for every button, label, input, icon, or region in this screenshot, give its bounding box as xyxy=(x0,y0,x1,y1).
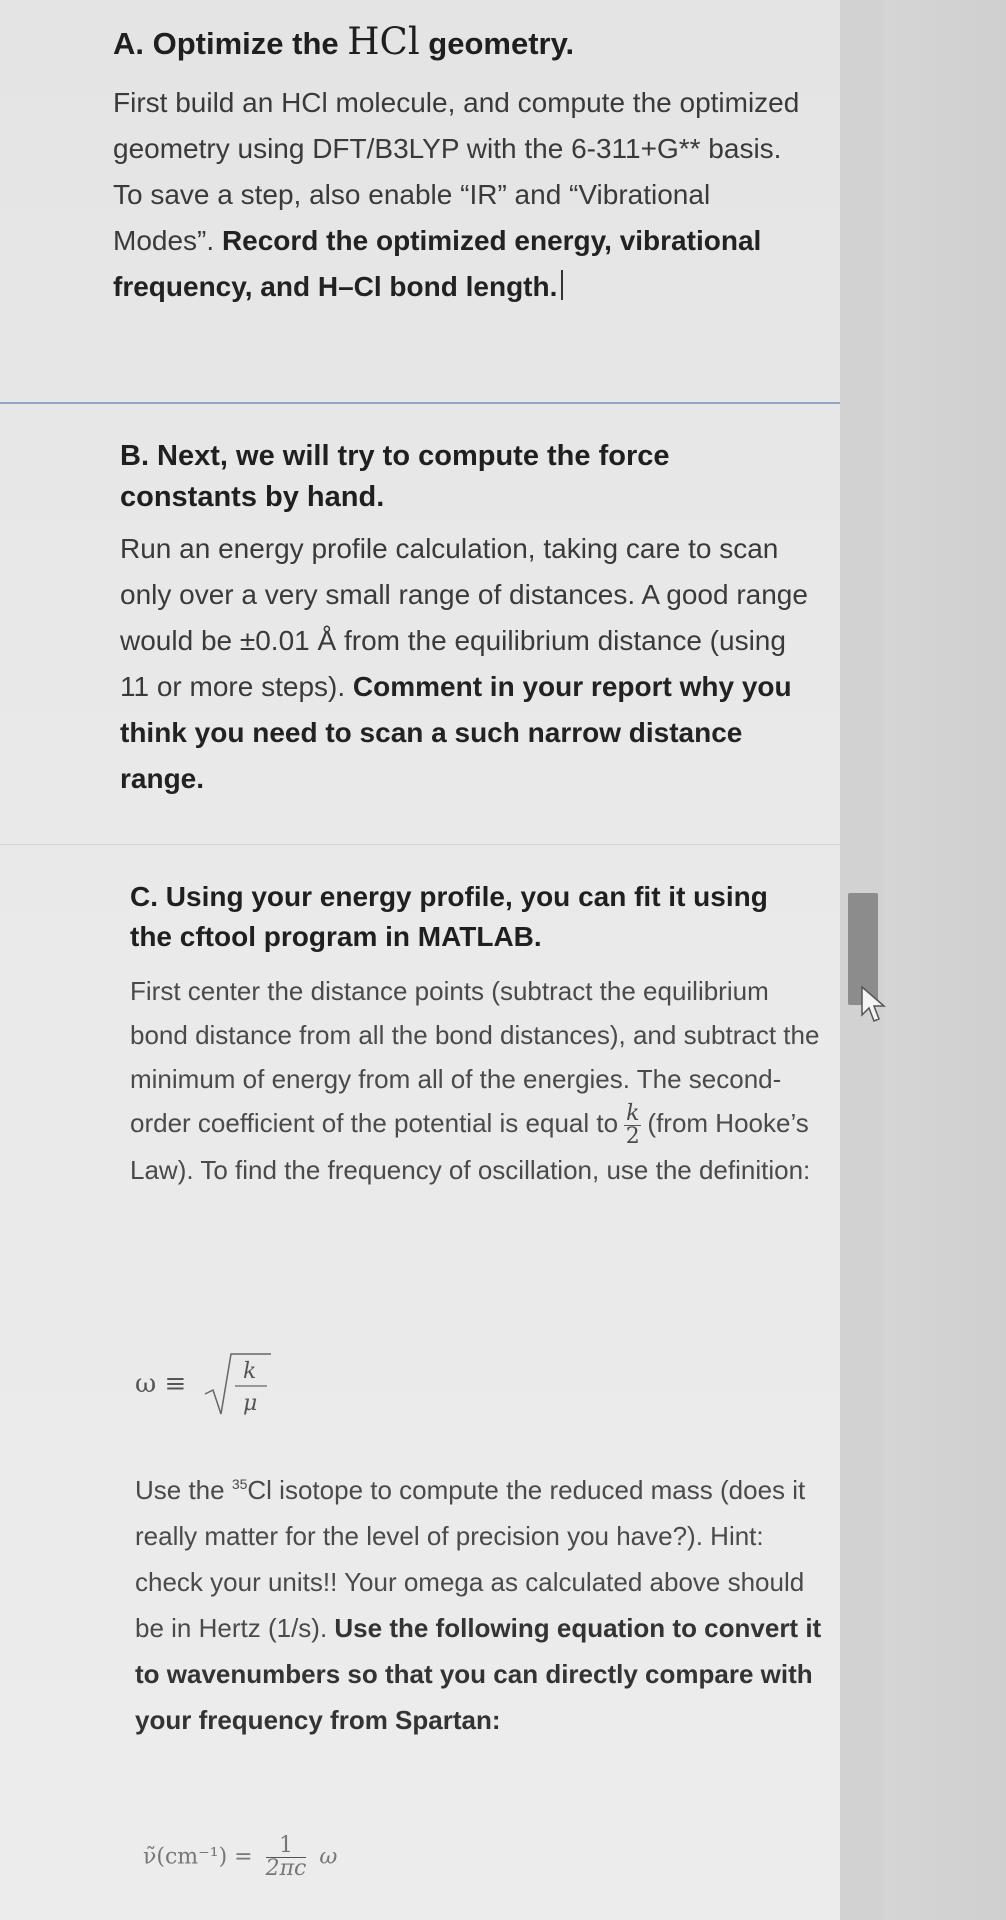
one-over-2pic-fraction: $\frac{1}{2\pi c}$ xyxy=(265,1833,307,1881)
section-a-body[interactable]: First build an HCl molecule, and compute the optimized geometry using DFT/B3LYP with the 6-311+G** basis. To save a step, also enable “IR” and “Vibrational Modes”. Record the optimized energy, vibrational frequency, and H–Cl bond length. xyxy=(113,87,800,302)
section-a-heading: A. Optimize the HCl geometry. xyxy=(113,20,575,63)
isotope-superscript: 35 xyxy=(231,1476,248,1492)
section-a-bold-text: Record the optimized energy, vibrational frequency, and H–Cl bond length. xyxy=(113,225,762,302)
mouse-pointer-icon xyxy=(860,985,890,1030)
section-c-bold-text: Use the following equation to convert it to wavenumbers so that you can directly compare with your frequency from Spartan: xyxy=(135,1613,822,1735)
sqrt-denominator: μ xyxy=(242,1391,257,1416)
text-cursor xyxy=(561,270,563,300)
section-c xyxy=(0,845,850,1920)
section-c-body-2[interactable]: Use the $^{35}$Cl isotope to compute the reduced mass (does it really matter for the level of precision you have?). Hint: check your units!! Your omega as calculated above should be in Hertz (1/s). Use the following equation to convert it to wavenumbers so that you can directly compare with your frequency from Spartan: xyxy=(135,1475,822,1735)
section-b xyxy=(0,404,850,844)
section-b-body[interactable]: Run an energy profile calculation, taking care to scan only over a very small range of distances. A good range would be ±0.01 Å from the equilibrium distance (using 11 or more steps). Comment in your report why you think you need to scan a such narrow distance range. xyxy=(120,533,808,794)
sqrt-numerator: k xyxy=(242,1359,256,1384)
wavenumber-conversion-equation: ν̃(cm⁻¹) = $\frac{1}{2\pi c}$ ω xyxy=(143,1833,338,1881)
k-over-2-fraction: $\frac{k}{2}$ xyxy=(625,1100,640,1149)
section-c-body-1[interactable]: First center the distance points (subtract the equilibrium bond distance from all the bond distances), and subtract the minimum of energy from all of the energies. The second-order coefficient of the potential is equal to $\frac{k}{2}$ (from Hooke’s Law). To find the frequency of oscillation, use the definition: xyxy=(130,976,820,1185)
section-b-heading: B. Next, we will try to compute the force constants by hand. xyxy=(120,440,670,513)
section-a xyxy=(0,0,850,402)
section-c-heading: C. Using your energy profile, you can fit it using the cftool program in MATLAB. xyxy=(130,881,768,952)
omega-definition-equation: ω ≡ k μ xyxy=(135,1350,273,1420)
section-b-bold-text: Comment in your report why you think you need to scan a such narrow distance range. xyxy=(120,671,792,794)
square-root-icon xyxy=(203,1350,273,1420)
